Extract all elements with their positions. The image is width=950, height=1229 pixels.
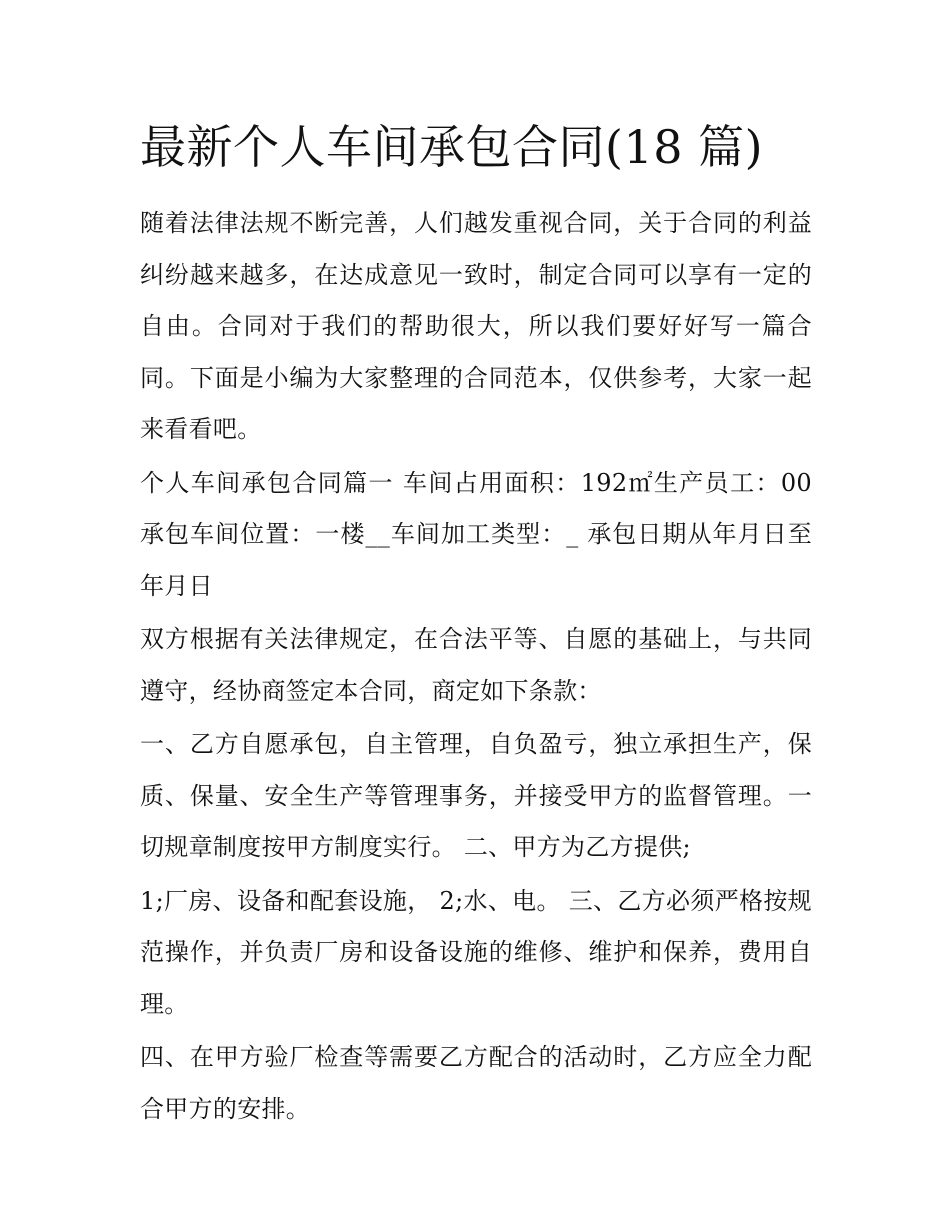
document-body bbox=[140, 198, 812, 1137]
paragraph-clause-facilities-three: 1;厂房、设备和配套设施， 2;水、电。 三、乙方必须严格按规范操作，并负责厂房和设备设施的维修、维护和保养，费用自理。 bbox=[140, 886, 812, 1018]
paragraph-clause-four: 四、在甲方验厂检查等需要乙方配合的活动时，乙方应全力配合甲方的安排。 bbox=[140, 1043, 812, 1123]
document-title: 最新个人车间承包合同(18 篇) bbox=[140, 120, 764, 174]
paragraph-clause-one-two: 一、乙方自愿承包，自主管理，自负盈亏，独立承担生产，保质、保量、安全生产等管理事务，并接受甲方的监督管理。一切规章制度按甲方制度实行。 二、甲方为乙方提供; bbox=[140, 730, 812, 861]
paragraph-agreement-basis: 双方根据有关法律规定，在合法平等、自愿的基础上，与共同遵守，经协商签定本合同，商定如下条款： bbox=[140, 625, 812, 705]
paragraph-intro: 随着法律法规不断完善，人们越发重视合同，关于合同的利益纠纷越来越多，在达成意见一致时，制定合同可以享有一定的自由。合同对于我们的帮助很大，所以我们要好好写一篇合同。下面是小编为大家整理的合同范本，仅供参考，大家一起来看看吧。 bbox=[140, 209, 812, 443]
paragraph-workshop-info: 个人车间承包合同篇一 车间占用面积：192㎡生产员工：00 承包车间位置：一楼__车间加工类型：_ 承包日期从年月日至年月日 bbox=[140, 468, 812, 600]
